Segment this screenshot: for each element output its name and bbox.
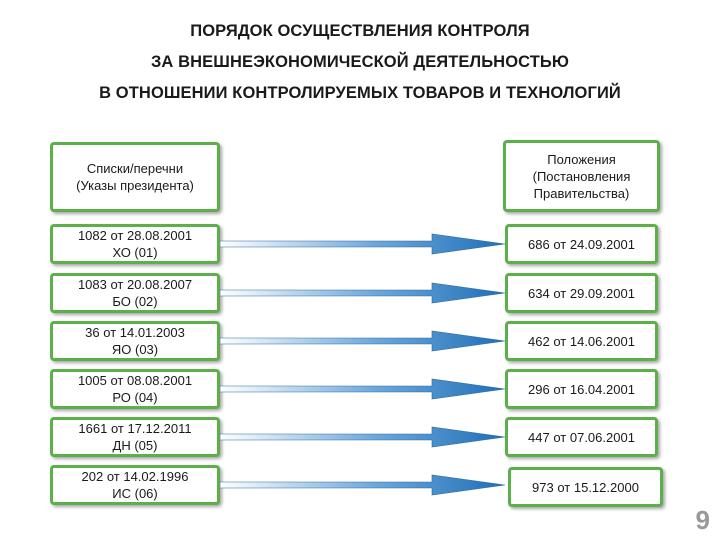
decree-2-line-2: БО (02) (112, 294, 158, 309)
regulation-1-text: 686 от 24.09.2001 (528, 236, 635, 252)
regulation-6-text: 973 от 15.12.2000 (532, 479, 639, 495)
decree-5-line-1: 1661 от 17.12.2011 (78, 421, 192, 436)
header-regulations-line-2: (Постановления (532, 168, 631, 184)
decree-box-2 (50, 273, 220, 313)
decree-box-5 (50, 417, 220, 457)
decree-1-line-1: 1082 от 28.08.2001 (77, 228, 193, 243)
slide-title (0, 16, 720, 109)
regulation-box-5 (505, 417, 658, 457)
arrow-connector-6 (220, 473, 510, 497)
regulation-box-3 (505, 321, 658, 361)
arrow-connector-2 (220, 281, 510, 305)
decree-4-line-1: 1005 от 08.08.2001 (77, 373, 193, 388)
regulation-5-text: 447 от 07.06.2001 (528, 429, 635, 445)
decree-box-1 (50, 224, 220, 264)
header-regulations-box (503, 140, 660, 212)
arrow-connector-3 (220, 329, 510, 353)
header-lists-line-2: (Указы президента) (76, 178, 194, 193)
decree-5-line-2: ДН (05) (112, 438, 158, 453)
regulation-box-6 (508, 467, 663, 507)
regulation-box-2 (505, 273, 658, 313)
decree-3-line-1: 36 от 14.01.2003 (85, 325, 185, 340)
title-line-3: В ОТНОШЕНИИ КОНТРОЛИРУЕМЫХ ТОВАРОВ И ТЕХНОЛОГИЙ (99, 84, 621, 102)
header-lists-box (50, 142, 220, 212)
decree-3-line-2: ЯО (03) (111, 342, 159, 357)
arrow-connector-4 (220, 377, 510, 401)
decree-box-3 (50, 321, 220, 361)
regulation-3-text: 462 от 14.06.2001 (528, 333, 635, 349)
arrow-connector-5 (220, 425, 510, 449)
header-lists-line-1: Списки/перечни (86, 161, 184, 176)
decree-2-line-1: 1083 от 20.08.2007 (77, 277, 193, 292)
page-number: 9 (695, 505, 710, 535)
decree-1-line-2: ХО (01) (112, 245, 158, 260)
title-line-2: ЗА ВНЕШНЕЭКОНОМИЧЕСКОЙ ДЕЯТЕЛЬНОСТЬЮ (151, 53, 569, 71)
decree-6-line-1: 202 от 14.02.1996 (81, 469, 189, 484)
decree-box-4 (50, 369, 220, 409)
regulation-box-4 (505, 369, 658, 409)
arrow-connector-1 (220, 232, 510, 256)
regulation-4-text: 296 от 16.04.2001 (528, 381, 635, 397)
header-regulations-line-3: Правительства) (533, 185, 630, 201)
decree-box-6 (50, 465, 220, 505)
header-regulations-line-1: Положения (547, 151, 616, 167)
regulation-2-text: 634 от 29.09.2001 (528, 285, 635, 301)
decree-6-line-2: ИС (06) (112, 486, 158, 501)
decree-4-line-2: РО (04) (112, 390, 158, 405)
title-line-1: ПОРЯДОК ОСУЩЕСТВЛЕНИЯ КОНТРОЛЯ (190, 22, 530, 40)
regulation-box-1 (505, 224, 658, 264)
